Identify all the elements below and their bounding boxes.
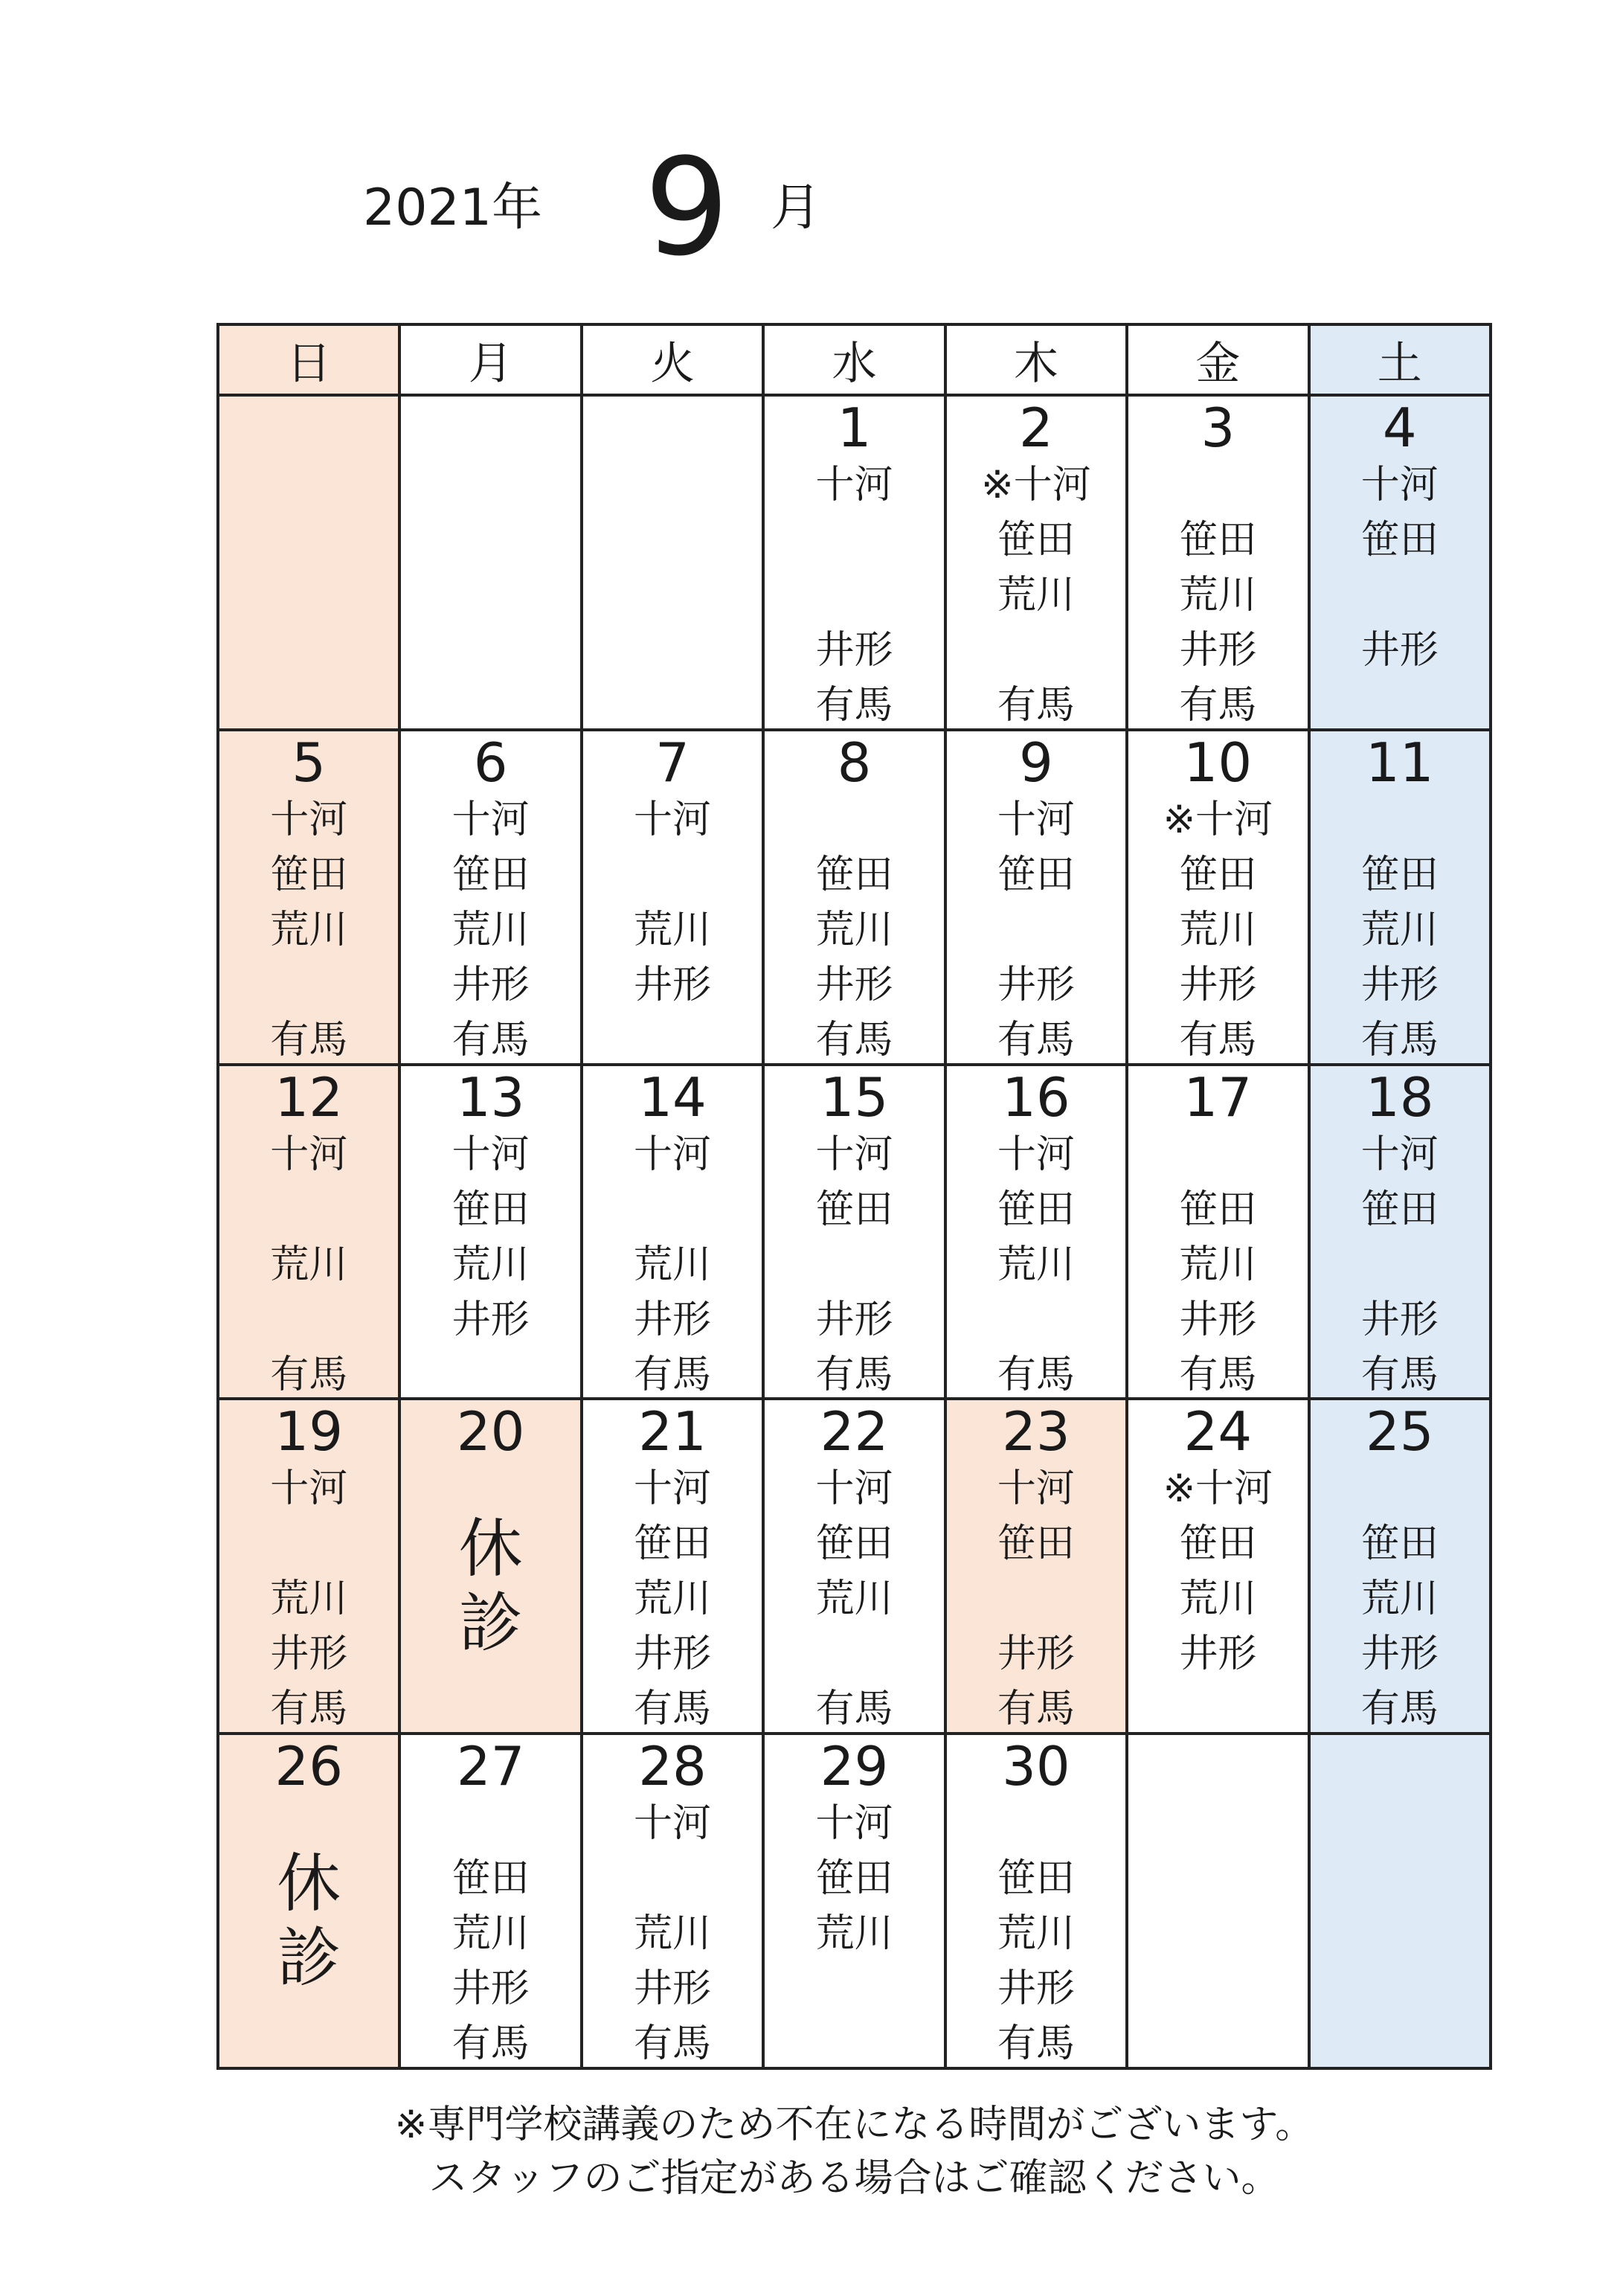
- day-cell-20: [401, 1400, 582, 1735]
- day-number: 22: [820, 1400, 889, 1463]
- staff-name: 荒川: [634, 1911, 712, 1957]
- staff-name: 有馬: [815, 1352, 893, 1397]
- staff-name: 有馬: [634, 1687, 712, 1732]
- day-number: 1: [837, 397, 872, 459]
- weekday-header-sat: 土: [1311, 326, 1492, 397]
- staff-name: 十河: [451, 1132, 530, 1177]
- day-number: 24: [1183, 1400, 1253, 1463]
- day-cell-26: [219, 1735, 401, 2070]
- day-number: 6: [473, 731, 508, 794]
- day-cell-22: [765, 1400, 946, 1735]
- empty-day-cell: [583, 397, 765, 731]
- staff-name: 有馬: [1179, 1352, 1257, 1397]
- day-cell-30: [947, 1735, 1128, 2070]
- staff-name: 十河: [634, 797, 712, 842]
- staff-name: 有馬: [815, 1017, 893, 1062]
- staff-name: 荒川: [1179, 1577, 1257, 1622]
- staff-name: 有馬: [815, 683, 893, 728]
- staff-name: 笹田: [997, 1187, 1075, 1232]
- day-cell-10: [1128, 731, 1310, 1066]
- day-number: 10: [1183, 731, 1253, 794]
- day-cell-17: [1128, 1066, 1310, 1401]
- staff-name: 笹田: [1360, 1187, 1439, 1232]
- weekday-header-tue: 火: [583, 326, 765, 397]
- staff-name: 笹田: [1179, 852, 1257, 897]
- staff-name: 笹田: [634, 1521, 712, 1567]
- staff-name: 有馬: [634, 2021, 712, 2067]
- empty-day-cell: [1128, 1735, 1310, 2070]
- year-label: 2021年: [363, 179, 543, 237]
- day-number: 13: [456, 1065, 525, 1129]
- day-number: 21: [638, 1400, 707, 1463]
- staff-name: ※十河: [981, 463, 1091, 507]
- day-cell-9: [947, 731, 1128, 1066]
- closed-label: 休 診: [277, 1847, 341, 1996]
- staff-name: 有馬: [997, 2021, 1075, 2067]
- day-cell-14: [583, 1066, 765, 1401]
- staff-name: 荒川: [1179, 1242, 1257, 1287]
- staff-name: 笹田: [1360, 1521, 1439, 1567]
- staff-name: 有馬: [451, 1017, 530, 1062]
- day-cell-13: [401, 1066, 582, 1401]
- day-number: 19: [274, 1400, 344, 1463]
- staff-name: 荒川: [997, 573, 1075, 618]
- day-cell-2: [947, 397, 1128, 731]
- day-cell-24: [1128, 1400, 1310, 1735]
- staff-name: 十河: [270, 1466, 348, 1512]
- staff-name: 井形: [1360, 1632, 1439, 1677]
- staff-name: 井形: [451, 1297, 530, 1342]
- day-number: 5: [292, 731, 327, 794]
- staff-name: 十河: [815, 1466, 893, 1512]
- footer-note: [216, 2098, 1492, 2205]
- staff-name: 井形: [1179, 1297, 1257, 1342]
- staff-name: 荒川: [997, 1911, 1075, 1957]
- staff-name: 荒川: [451, 1911, 530, 1957]
- day-cell-27: [401, 1735, 582, 2070]
- staff-name: 荒川: [1360, 1577, 1439, 1622]
- staff-name: 十河: [997, 1132, 1075, 1177]
- staff-name: 十河: [815, 463, 893, 507]
- staff-name: 荒川: [815, 1577, 893, 1622]
- staff-name: 有馬: [270, 1687, 348, 1732]
- staff-name: 荒川: [270, 1577, 348, 1622]
- staff-name: 荒川: [815, 1911, 893, 1957]
- staff-name: 荒川: [270, 907, 348, 952]
- staff-name: 井形: [451, 1966, 530, 2012]
- day-number: 8: [837, 731, 872, 794]
- staff-name: 井形: [634, 962, 712, 1007]
- staff-name: 井形: [451, 962, 530, 1007]
- staff-name: 井形: [815, 1297, 893, 1342]
- staff-name: 笹田: [270, 852, 348, 897]
- staff-name: 有馬: [997, 1017, 1075, 1062]
- staff-name: 荒川: [451, 1242, 530, 1287]
- footer-note-line-2: スタッフのご指定がある場合はご確認ください。: [428, 2156, 1280, 2201]
- staff-name: 笹田: [997, 1856, 1075, 1902]
- staff-name: 井形: [1179, 962, 1257, 1007]
- day-cell-16: [947, 1066, 1128, 1401]
- day-number: 14: [638, 1065, 707, 1129]
- staff-name: 井形: [270, 1632, 348, 1677]
- staff-name: 井形: [1360, 962, 1439, 1007]
- day-cell-5: [219, 731, 401, 1066]
- empty-day-cell: [1311, 1735, 1492, 2070]
- calendar-grid: [216, 323, 1492, 2070]
- staff-name: 荒川: [634, 1577, 712, 1622]
- staff-name: 十河: [1360, 463, 1439, 507]
- day-number: 2: [1019, 397, 1053, 459]
- staff-name: 有馬: [451, 2021, 530, 2067]
- staff-name: 荒川: [1179, 907, 1257, 952]
- staff-name: 荒川: [451, 907, 530, 952]
- closed-label: 休 診: [458, 1512, 523, 1661]
- staff-name: 荒川: [1179, 573, 1257, 618]
- weekday-header-sun: 日: [219, 326, 401, 397]
- day-cell-18: [1311, 1066, 1492, 1401]
- day-number: 16: [1002, 1065, 1070, 1129]
- staff-name: 笹田: [451, 1856, 530, 1902]
- staff-name: 十河: [634, 1132, 712, 1177]
- staff-name: 有馬: [997, 1352, 1075, 1397]
- day-number: 4: [1382, 397, 1417, 459]
- staff-name: 有馬: [997, 1687, 1075, 1732]
- day-cell-7: [583, 731, 765, 1066]
- staff-name: 笹田: [997, 1521, 1075, 1567]
- staff-name: 十河: [634, 1466, 712, 1512]
- weekday-header-mon: 月: [401, 326, 582, 397]
- weekday-header-wed: 水: [765, 326, 946, 397]
- day-number: 27: [456, 1735, 525, 1798]
- day-cell-12: [219, 1066, 401, 1401]
- staff-name: 井形: [1360, 1297, 1439, 1342]
- staff-name: 荒川: [997, 1242, 1075, 1287]
- day-cell-11: [1311, 731, 1492, 1066]
- footer-note-line-1: ※専門学校講義のため不在になる時間がございます。: [394, 2103, 1314, 2147]
- staff-name: 笹田: [815, 1521, 893, 1567]
- staff-name: 十河: [815, 1801, 893, 1847]
- staff-name: 十河: [1360, 1132, 1439, 1177]
- day-number: 18: [1365, 1065, 1434, 1129]
- staff-name: 笹田: [815, 1187, 893, 1232]
- staff-name: 有馬: [270, 1352, 348, 1397]
- staff-name: 笹田: [1179, 518, 1257, 562]
- staff-name: 井形: [634, 1966, 712, 2012]
- day-number: 15: [820, 1065, 889, 1129]
- staff-name: 荒川: [815, 907, 893, 952]
- staff-name: 井形: [815, 628, 893, 673]
- day-number: 12: [274, 1065, 344, 1129]
- staff-name: ※十河: [1163, 797, 1273, 842]
- day-cell-6: [401, 731, 582, 1066]
- day-number: 23: [1002, 1400, 1070, 1463]
- staff-name: 有馬: [1179, 1017, 1257, 1062]
- staff-name: 井形: [1360, 628, 1439, 673]
- staff-name: 井形: [1179, 628, 1257, 673]
- month-unit-label: 月: [771, 179, 822, 237]
- staff-name: 有馬: [1179, 683, 1257, 728]
- calendar-header: [0, 0, 1623, 298]
- day-cell-15: [765, 1066, 946, 1401]
- staff-name: 笹田: [997, 518, 1075, 562]
- staff-name: 十河: [451, 797, 530, 842]
- staff-name: ※十河: [1163, 1466, 1273, 1512]
- staff-name: 井形: [634, 1297, 712, 1342]
- staff-name: 笹田: [1179, 1521, 1257, 1567]
- day-number: 26: [274, 1735, 344, 1798]
- day-number: 30: [1002, 1735, 1070, 1798]
- staff-name: 十河: [997, 1466, 1075, 1512]
- day-number: 11: [1365, 731, 1434, 794]
- staff-name: 有馬: [1360, 1687, 1439, 1732]
- staff-name: 十河: [634, 1801, 712, 1847]
- staff-name: 笹田: [1179, 1187, 1257, 1232]
- staff-name: 有馬: [1360, 1352, 1439, 1397]
- staff-name: 荒川: [1360, 907, 1439, 952]
- staff-name: 有馬: [1360, 1017, 1439, 1062]
- staff-name: 井形: [997, 962, 1075, 1007]
- staff-name: 有馬: [634, 1352, 712, 1397]
- staff-name: 笹田: [815, 1856, 893, 1902]
- day-number: 25: [1365, 1400, 1434, 1463]
- month-number: 9: [644, 130, 730, 286]
- staff-name: 荒川: [634, 1242, 712, 1287]
- day-number: 29: [820, 1735, 889, 1798]
- day-number: 9: [1019, 731, 1053, 794]
- empty-day-cell: [219, 397, 401, 731]
- staff-name: 笹田: [1360, 852, 1439, 897]
- day-cell-4: [1311, 397, 1492, 731]
- day-number: 7: [655, 731, 690, 794]
- staff-name: 井形: [634, 1632, 712, 1677]
- staff-name: 有馬: [815, 1687, 893, 1732]
- day-number: 3: [1201, 397, 1235, 459]
- day-cell-29: [765, 1735, 946, 2070]
- staff-name: 井形: [1179, 1632, 1257, 1677]
- staff-name: 笹田: [451, 852, 530, 897]
- day-cell-25: [1311, 1400, 1492, 1735]
- empty-day-cell: [401, 397, 582, 731]
- day-cell-1: [765, 397, 946, 731]
- day-cell-21: [583, 1400, 765, 1735]
- staff-name: 笹田: [815, 852, 893, 897]
- staff-name: 笹田: [1360, 518, 1439, 562]
- day-number: 28: [638, 1735, 707, 1798]
- weekday-header-fri: 金: [1128, 326, 1310, 397]
- staff-name: 笹田: [997, 852, 1075, 897]
- staff-name: 井形: [815, 962, 893, 1007]
- staff-name: 十河: [270, 797, 348, 842]
- staff-name: 井形: [997, 1632, 1075, 1677]
- day-cell-3: [1128, 397, 1310, 731]
- staff-name: 有馬: [997, 683, 1075, 728]
- staff-name: 十河: [997, 797, 1075, 842]
- day-cell-8: [765, 731, 946, 1066]
- staff-name: 荒川: [634, 907, 712, 952]
- staff-name: 有馬: [270, 1017, 348, 1062]
- staff-name: 十河: [815, 1132, 893, 1177]
- day-cell-28: [583, 1735, 765, 2070]
- day-cell-19: [219, 1400, 401, 1735]
- day-number: 17: [1183, 1065, 1253, 1129]
- staff-name: 荒川: [270, 1242, 348, 1287]
- day-cell-23: [947, 1400, 1128, 1735]
- staff-name: 井形: [997, 1966, 1075, 2012]
- day-number: 20: [456, 1400, 525, 1463]
- weekday-header-thu: 木: [947, 326, 1128, 397]
- staff-name: 笹田: [451, 1187, 530, 1232]
- staff-name: 十河: [270, 1132, 348, 1177]
